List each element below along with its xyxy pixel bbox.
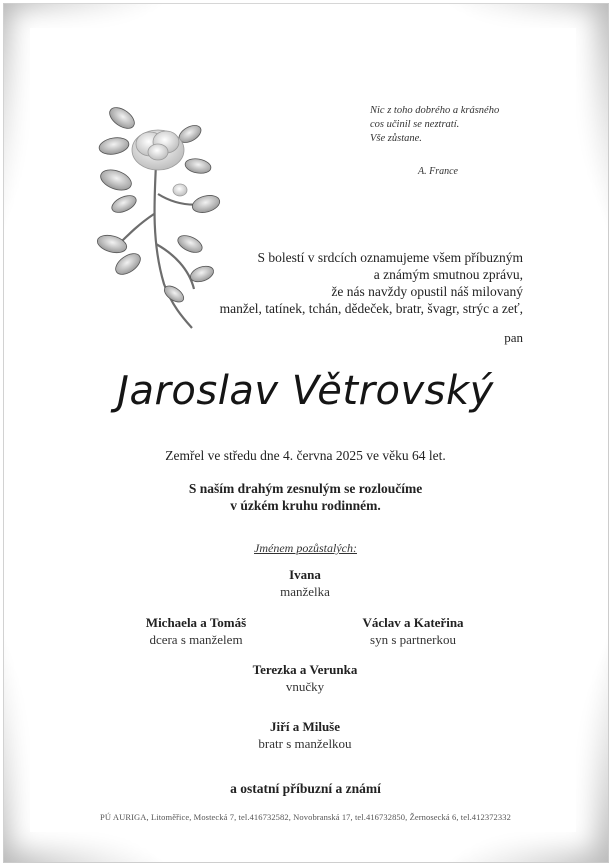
farewell-line: S naším drahým zesnulým se rozloučíme bbox=[188, 481, 423, 496]
relative-entry bbox=[76, 614, 316, 648]
announcement-line: že nás navždy opustil náš milovaný bbox=[331, 284, 523, 299]
relative-names: Václav a Kateřina bbox=[362, 615, 464, 630]
quote-author: A. France bbox=[418, 166, 458, 177]
quote-line: cos učinil se neztratí. bbox=[370, 119, 460, 130]
relative-names: Terezka a Verunka bbox=[252, 662, 358, 677]
relative-names: Jiří a Miluše bbox=[269, 719, 341, 734]
farewell-line: v úzkém kruhu rodinném. bbox=[230, 498, 381, 513]
title-pan: pan bbox=[504, 330, 523, 345]
announcement-line: S bolestí v srdcích oznamujeme všem příbuzným bbox=[257, 250, 523, 265]
relative-names: Michaela a Tomáš bbox=[145, 615, 247, 630]
death-notice: Zemřel ve středu dne 4. června 2025 ve věku 64 let. bbox=[165, 448, 446, 463]
others-line: a ostatní příbuzní a známí bbox=[230, 781, 381, 796]
footer-imprint: PÚ AURIGA, Litoměřice, Mostecká 7, tel.416732582, Novobranská 17, tel.416732850, Žernosecká 6, tel.412372332 bbox=[100, 812, 511, 822]
relative-entry bbox=[185, 718, 425, 752]
relative-relation: syn s partnerkou bbox=[370, 632, 456, 647]
relative-entry bbox=[293, 614, 533, 648]
behalf-label: Jménem pozůstalých: bbox=[254, 541, 357, 555]
relative-relation: vnučky bbox=[285, 679, 325, 694]
farewell-text bbox=[0, 480, 611, 514]
announcement-text bbox=[183, 249, 523, 317]
relative-relation: dcera s manželem bbox=[149, 632, 243, 647]
announcement-line: a známým smutnou zprávu, bbox=[373, 267, 523, 282]
quote-line: Nic z toho dobrého a krásného bbox=[370, 105, 500, 116]
relative-relation: bratr s manželkou bbox=[258, 736, 352, 751]
quote-line: Vše zůstane. bbox=[370, 133, 422, 144]
relative-entry bbox=[185, 661, 425, 695]
relative-entry bbox=[185, 566, 425, 600]
quote-block bbox=[370, 104, 499, 146]
relative-relation: manželka bbox=[280, 584, 330, 599]
deceased-name: Jaroslav Větrovský bbox=[117, 368, 494, 414]
announcement-line: manžel, tatínek, tchán, dědeček, bratr, švagr, strýc a zeť, bbox=[219, 301, 523, 316]
relative-names: Ivana bbox=[289, 567, 321, 582]
